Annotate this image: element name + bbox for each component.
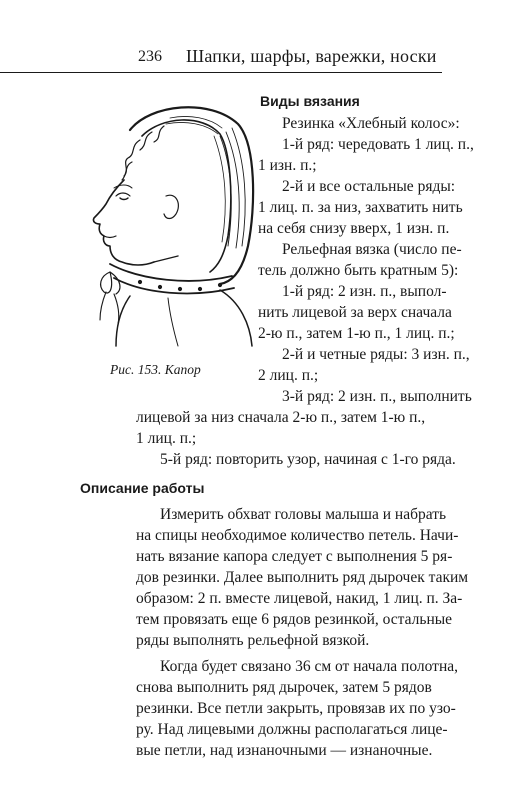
description-line: нать вязание капора следует с выполнения 5 ря- [136, 548, 453, 565]
types-line: 1 лиц. п.; [136, 430, 197, 447]
types-line: 2-й и четные ряды: 3 изн. п., [282, 346, 470, 363]
description-line: снова выполнить ряд дырочек, затем 5 рядов [136, 679, 432, 696]
description-line: ру. Над лицевыми должны располагаться лице- [136, 721, 448, 738]
section-heading-types: Виды вязания [260, 93, 360, 109]
types-line: Рельефная вязка (число пе- [282, 241, 462, 258]
description-line: дов резинки. Далее выполнить ряд дырочек таким [136, 569, 469, 586]
types-line: на себя снизу вверх, 1 изн. п. [258, 220, 450, 237]
description-line: ряды выполнять рельефной вязкой. [136, 632, 370, 649]
description-line: резинки. Все петли закрыть, провязав их по узо- [136, 700, 456, 717]
types-line: 1-й ряд: чередовать 1 лиц. п., [282, 136, 474, 153]
types-line: 5-й ряд: повторить узор, начиная с 1-го ряда. [160, 451, 456, 468]
description-line: Измерить обхват головы малыша и набрать [160, 506, 447, 523]
header-rule [0, 72, 442, 73]
description-line: вые петли, над изнаночными — изнаночные. [136, 742, 433, 759]
child-bonnet-illustration [70, 96, 260, 354]
section-heading-description: Описание работы [80, 480, 205, 496]
types-line: 1-й ряд: 2 изн. п., выпол- [282, 283, 447, 300]
types-line: лицевой за низ сначала 2-ю п., затем 1-ю п., [136, 409, 426, 426]
description-line: образом: 2 п. вместе лицевой, накид, 1 лиц. п. За- [136, 590, 463, 607]
types-line: нить лицевой за верх сначала [258, 304, 452, 321]
running-title: Шапки, шарфы, варежки, носки [186, 46, 437, 66]
description-line: тем провязать еще 6 рядов резинкой, остальные [136, 611, 453, 628]
description-line: Когда будет связано 36 см от начала полотна, [160, 658, 459, 675]
types-line: 1 лиц. п. за низ, захватить нить [258, 199, 463, 216]
types-line: 2 лиц. п.; [258, 367, 319, 384]
types-line: 2-й и все остальные ряды: [282, 178, 456, 195]
description-line: на спицы необходимое количество петель. Начи- [136, 527, 459, 544]
types-line: 3-й ряд: 2 изн. п., выполнить [282, 388, 472, 405]
figure-caption: Рис. 153. Капор [110, 362, 201, 377]
types-line: 1 изн. п.; [258, 157, 317, 174]
types-line: 2-ю п., затем 1-ю п., 1 лиц. п.; [258, 325, 455, 342]
types-line: тель должно быть кратным 5): [258, 262, 459, 279]
types-line: Резинка «Хлебный колос»: [282, 115, 460, 132]
page-number: 236 [138, 48, 162, 65]
